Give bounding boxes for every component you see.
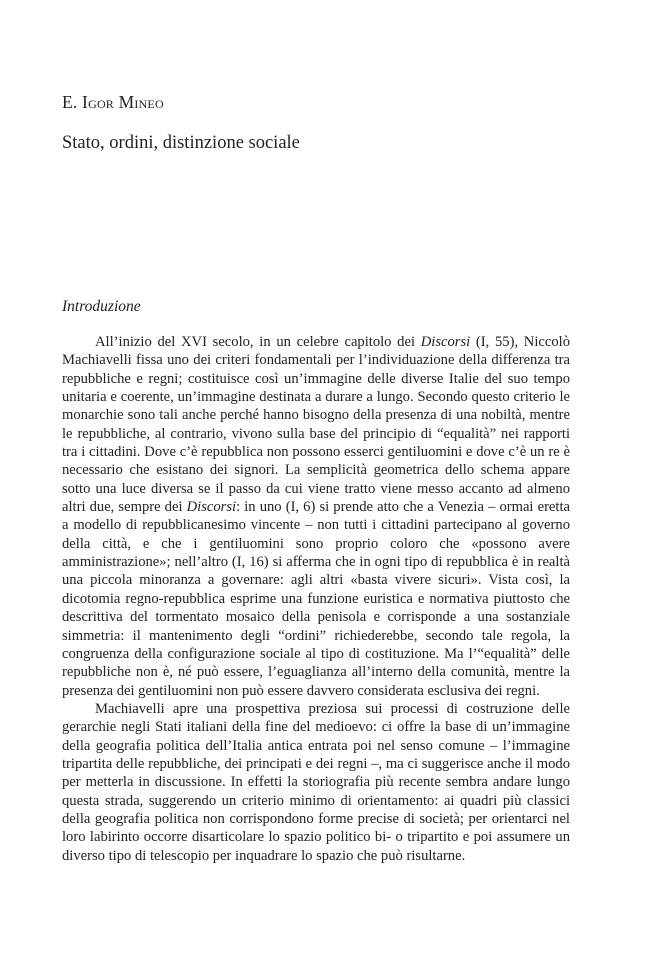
paragraph-1 bbox=[62, 333, 570, 700]
book-title-discorsi-1: Discorsi bbox=[420, 334, 471, 350]
author-initial: E. bbox=[62, 92, 83, 112]
paragraph-2: Machiavelli apre una prospettiva preziosa sui processi di costruzione delle gerarchie negli Stati italiani della fine del medioevo: ci offre la base di un’immagine della geografia politica dell’Italia antica entrata poi nel senso comune – l’immagine tripartita delle repubbliche, dei principati e dei regni –, ma ci suggerisce anche il modo per metterla in discussione. In effetti la storiografia più recente sembra andare lungo questa strada, suggerendo un criterio minimo di orientamento: ai quadri più classici della geografia politica non corrispondono forme precise di società; per orientarci nel loro labirinto occorre disarticolare lo spazio politico bi- o tripartito e poi assumere un diverso tipo di telescopio per inquadrare lo spazio che può risultarne. bbox=[62, 700, 570, 864]
section-heading: Introduzione bbox=[62, 298, 141, 315]
chapter-title: Stato, ordini, distinzione sociale bbox=[62, 133, 300, 153]
paragraph-1-part-3: : in uno (I, 6) si prende atto che a Venezia – ormai eretta a modello di repubblicanesimo vincente – non tutti i cittadini partecipano al governo della città, e che i gentiluomini sono proprio coloro che «possono avere amministrazione»; nell’altro (I, 16) si afferma che in ogni tipo di repubblica è in realtà una piccola minoranza a governare: agli altri «basta vivere sicuri». Vista così, la dicotomia regno-repubblica esprime una funzione euristica e normativa piuttosto che descrittiva del tormentato mosaico della penisola e corrisponde a una sostanziale simmetria: il mantenimento degli “ordini” richiederebbe, secondo tale regola, la congruenza della configurazione sociale al tipo di costituzione. Ma l’“equalità” delle repubbliche non è, né può essere, l’eguaglianza all’interno della comunità, mentre la presenza dei gentiluomini non può essere davvero considerata esclusiva dei regni. bbox=[62, 499, 570, 699]
paragraph-1-part-1: All’inizio del XVI secolo, in un celebre capitolo dei bbox=[95, 334, 421, 350]
body-text bbox=[62, 333, 570, 865]
book-title-discorsi-2: Discorsi bbox=[186, 499, 237, 516]
paragraph-1-part-2: (I, 55), Niccolò Machiavelli fissa uno dei criteri fondamentali per l’individuazione della differenza tra repubbliche e regni; costituisce così un’immagine delle diverse Italie del suo tempo unitaria e coerente, un’immagine destinata a durare a lungo. Secondo questo criterio le monarchie sono tali anche perché hanno bisogno della presenza di una nobiltà, mentre le repubbliche, al contrario, vivono sulla base del principio di “equalità” nei rapporti tra i cittadini. Dove c’è repubblica non possono esserci gentiluomini e dove c’è un re è necessario che esistano dei signori. La semplicità geometrica dello schema appare sotto una luce diversa se il passo da cui viene tratto viene messo accanto ad almeno altri due, sempre dei bbox=[62, 334, 570, 516]
author-name bbox=[62, 92, 164, 113]
author-surname: Igor Mineo bbox=[82, 92, 164, 112]
